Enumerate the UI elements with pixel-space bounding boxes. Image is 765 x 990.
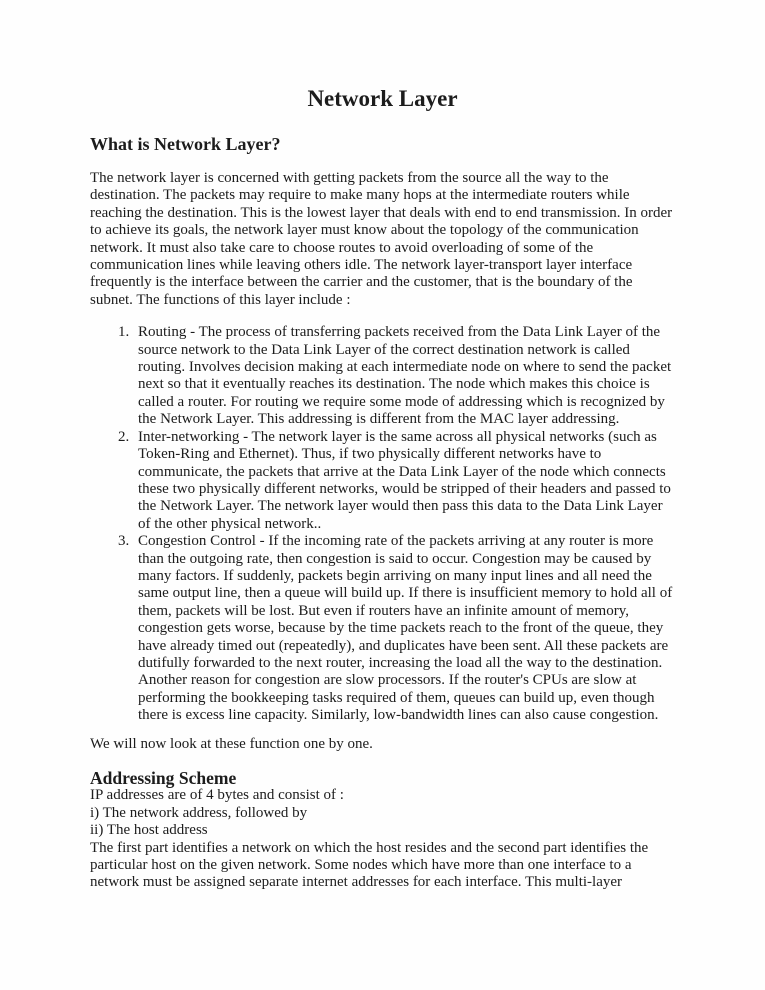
list-item-routing xyxy=(90,324,675,428)
addressing-paragraph: The first part identifies a network on which the host resides and the second part identifies the particular host on the given network. Some nodes which have more than one interface to a network must be assigned separate internet addresses for each interface. This multi-layer xyxy=(90,839,649,891)
addressing-line-network-address: i) The network address, followed by xyxy=(90,804,308,821)
list-item-congestion-control xyxy=(90,533,675,724)
addressing-line-intro: IP addresses are of 4 bytes and consist of : xyxy=(90,787,344,804)
section-heading-what-is-network-layer: What is Network Layer? xyxy=(90,134,281,154)
functions-numbered-list xyxy=(90,324,675,724)
list-marker-1: 1. xyxy=(118,324,130,341)
list-text-congestion-control: Congestion Control - If the incoming rate of the packets arriving at any router is more than the outgoing rate, then congestion is said to occur. Congestion may be caused by many factors. If suddenly, packets begin arriving on many input lines and all need the same output line, then a queue will build up. If there is insufficient memory to hold all of them, packets will be lost. But even if routers have an infinite amount of memory, congestion gets worse, because by the time packets reach to the front of the queue, they have already timed out (repeatedly), and duplicates have been sent. All these packets are dutifully forwarded to the next router, increasing the load all the way to the destination. Another reason for congestion are slow processors. If the router's CPUs are slow at performing the bookkeeping tasks required of them, queues can build up, even though there is excess line capacity. Similarly, low-bandwidth lines can also cause congestion. xyxy=(138,533,673,724)
addressing-line-host-address: ii) The host address xyxy=(90,822,208,839)
list-marker-3: 3. xyxy=(118,533,130,550)
list-item-inter-networking xyxy=(90,429,675,533)
intro-paragraph: The network layer is concerned with getting packets from the source all the way to the destination. The packets may require to make many hops at the intermediate routers while reaching the destination. This is the lowest layer that deals with end to end transmission. In order to achieve its goals, the network layer must know about the topology of the communication network. It must also take care to choose routes to avoid overloading of some of the communication lines while leaving others idle. The network layer-transport layer interface frequently is the interface between the carrier and the customer, that is the boundary of the subnet. The functions of this layer include : xyxy=(90,170,673,308)
list-text-routing: Routing - The process of transferring packets received from the Data Link Layer of the source network to the Data Link Layer of the correct destination network is called routing. Involves decision making at each intermediate node on where to send the packet next so that it eventually reaches its destination. The node which makes this choice is called a router. For routing we require some mode of addressing which is recognized by the Network Layer. This addressing is different from the MAC layer addressing. xyxy=(138,324,672,428)
transition-paragraph: We will now look at these function one by one. xyxy=(90,735,373,752)
document-title: Network Layer xyxy=(307,86,458,111)
list-text-inter-networking: Inter-networking - The network layer is the same across all physical networks (such as Token-Ring and Ethernet). Thus, if two physically different networks have to communicate, the packets that arrive at the Data Link Layer of the node which connects these two physically different networks, would be stripped of their headers and passed to the Network Layer. The network layer would then pass this data to the Data Link Layer of the other physical network.. xyxy=(138,428,671,532)
list-marker-2: 2. xyxy=(118,428,130,445)
sub-heading-addressing-scheme: Addressing Scheme xyxy=(90,768,237,788)
